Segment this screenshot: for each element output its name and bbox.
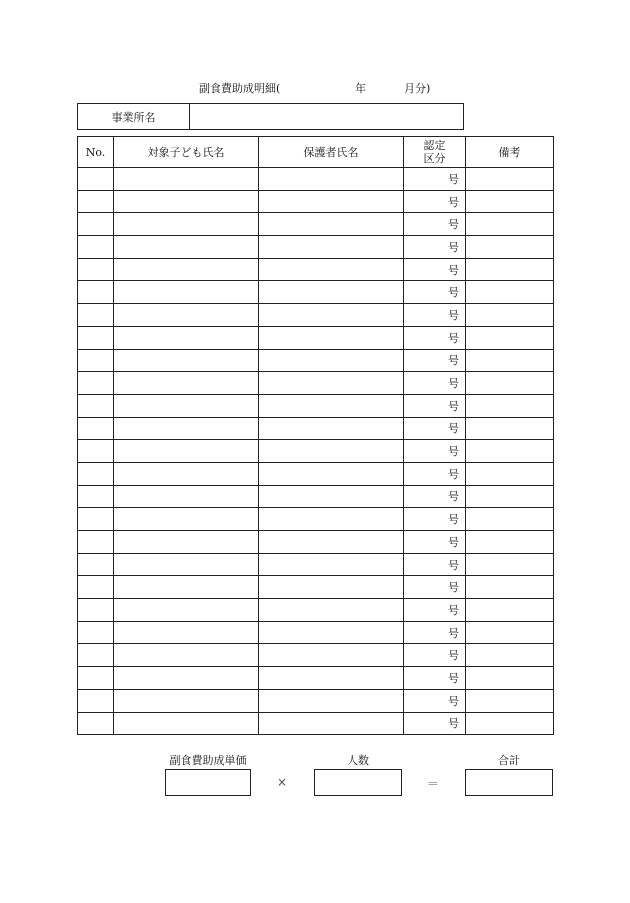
row-no-cell[interactable] xyxy=(78,599,114,622)
row-no-cell[interactable] xyxy=(78,417,114,440)
row-guardian-name-cell[interactable] xyxy=(259,667,404,690)
row-child-name-cell[interactable] xyxy=(114,440,259,463)
row-grade-cell[interactable]: 号 xyxy=(404,394,466,417)
row-no-cell[interactable] xyxy=(78,236,114,259)
header-remarks: 備考 xyxy=(466,137,554,168)
row-grade-cell[interactable]: 号 xyxy=(404,168,466,191)
row-grade-cell[interactable]: 号 xyxy=(404,349,466,372)
equals-sign: ＝ xyxy=(427,777,440,791)
row-child-name-cell[interactable] xyxy=(114,372,259,395)
table-row xyxy=(78,417,554,440)
row-remarks-cell[interactable] xyxy=(466,213,554,236)
row-guardian-name-cell[interactable] xyxy=(259,281,404,304)
row-no-cell[interactable] xyxy=(78,689,114,712)
row-remarks-cell[interactable] xyxy=(466,712,554,735)
row-child-name-cell[interactable] xyxy=(114,621,259,644)
table-row xyxy=(78,531,554,554)
row-no-cell[interactable] xyxy=(78,485,114,508)
header-no: No. xyxy=(78,137,114,168)
row-guardian-name-cell[interactable] xyxy=(259,689,404,712)
row-child-name-cell[interactable] xyxy=(114,644,259,667)
row-guardian-name-cell[interactable] xyxy=(259,236,404,259)
row-child-name-cell[interactable] xyxy=(114,213,259,236)
row-no-cell[interactable] xyxy=(78,168,114,191)
row-remarks-cell[interactable] xyxy=(466,440,554,463)
row-guardian-name-cell[interactable] xyxy=(259,190,404,213)
form-title xyxy=(0,81,630,97)
row-remarks-cell[interactable] xyxy=(466,553,554,576)
row-remarks-cell[interactable] xyxy=(466,281,554,304)
row-no-cell[interactable] xyxy=(78,349,114,372)
table-row xyxy=(78,440,554,463)
row-no-cell[interactable] xyxy=(78,576,114,599)
table-row xyxy=(78,394,554,417)
row-child-name-cell[interactable] xyxy=(114,462,259,485)
row-no-cell[interactable] xyxy=(78,621,114,644)
row-child-name-cell[interactable] xyxy=(114,485,259,508)
row-remarks-cell[interactable] xyxy=(466,621,554,644)
row-guardian-name-cell[interactable] xyxy=(259,508,404,531)
row-guardian-name-cell[interactable] xyxy=(259,644,404,667)
row-guardian-name-cell[interactable] xyxy=(259,349,404,372)
row-child-name-cell[interactable] xyxy=(114,553,259,576)
row-child-name-cell[interactable] xyxy=(114,349,259,372)
row-grade-cell[interactable]: 号 xyxy=(404,190,466,213)
row-grade-cell[interactable]: 号 xyxy=(404,485,466,508)
header-child-name: 対象子ども氏名 xyxy=(114,137,259,168)
row-no-cell[interactable] xyxy=(78,281,114,304)
row-child-name-cell[interactable] xyxy=(114,190,259,213)
office-name-label: 事業所名 xyxy=(78,104,190,129)
unit-price-label: 副食費助成単価 xyxy=(169,754,247,767)
row-no-cell[interactable] xyxy=(78,258,114,281)
row-no-cell[interactable] xyxy=(78,462,114,485)
title-year-unit: 年 xyxy=(355,82,366,95)
row-guardian-name-cell[interactable] xyxy=(259,372,404,395)
row-remarks-cell[interactable] xyxy=(466,236,554,259)
row-guardian-name-cell[interactable] xyxy=(259,712,404,735)
row-grade-cell[interactable]: 号 xyxy=(404,236,466,259)
table-row xyxy=(78,213,554,236)
table-header-row xyxy=(78,137,554,168)
row-grade-cell[interactable]: 号 xyxy=(404,326,466,349)
table-row xyxy=(78,258,554,281)
row-no-cell[interactable] xyxy=(78,440,114,463)
header-grade-line1: 認定 xyxy=(423,139,446,152)
row-grade-cell[interactable]: 号 xyxy=(404,304,466,327)
row-remarks-cell[interactable] xyxy=(466,258,554,281)
title-month-unit: 月分) xyxy=(404,82,431,95)
row-guardian-name-cell[interactable] xyxy=(259,417,404,440)
table-row xyxy=(78,689,554,712)
row-guardian-name-cell[interactable] xyxy=(259,531,404,554)
row-no-cell[interactable] xyxy=(78,372,114,395)
row-child-name-cell[interactable] xyxy=(114,417,259,440)
row-remarks-cell[interactable] xyxy=(466,508,554,531)
row-guardian-name-cell[interactable] xyxy=(259,485,404,508)
table-row xyxy=(78,349,554,372)
row-child-name-cell[interactable] xyxy=(114,304,259,327)
row-grade-cell[interactable]: 号 xyxy=(404,417,466,440)
row-no-cell[interactable] xyxy=(78,213,114,236)
row-grade-cell[interactable]: 号 xyxy=(404,553,466,576)
row-remarks-cell[interactable] xyxy=(466,190,554,213)
row-child-name-cell[interactable] xyxy=(114,689,259,712)
row-no-cell[interactable] xyxy=(78,304,114,327)
row-guardian-name-cell[interactable] xyxy=(259,168,404,191)
total-box[interactable] xyxy=(465,769,553,796)
header-guardian-name: 保護者氏名 xyxy=(259,137,404,168)
table-row xyxy=(78,599,554,622)
row-grade-cell[interactable]: 号 xyxy=(404,462,466,485)
row-no-cell[interactable] xyxy=(78,326,114,349)
table-row xyxy=(78,644,554,667)
row-remarks-cell[interactable] xyxy=(466,394,554,417)
row-remarks-cell[interactable] xyxy=(466,485,554,508)
row-child-name-cell[interactable] xyxy=(114,258,259,281)
table-row xyxy=(78,168,554,191)
row-child-name-cell[interactable] xyxy=(114,168,259,191)
row-remarks-cell[interactable] xyxy=(466,168,554,191)
table-row xyxy=(78,304,554,327)
row-grade-cell[interactable]: 号 xyxy=(404,508,466,531)
row-remarks-cell[interactable] xyxy=(466,689,554,712)
row-grade-cell[interactable]: 号 xyxy=(404,281,466,304)
row-grade-cell[interactable]: 号 xyxy=(404,440,466,463)
row-guardian-name-cell[interactable] xyxy=(259,440,404,463)
table-row xyxy=(78,281,554,304)
row-no-cell[interactable] xyxy=(78,667,114,690)
row-grade-cell[interactable]: 号 xyxy=(404,644,466,667)
row-child-name-cell[interactable] xyxy=(114,576,259,599)
row-guardian-name-cell[interactable] xyxy=(259,213,404,236)
row-no-cell[interactable] xyxy=(78,644,114,667)
row-grade-cell[interactable]: 号 xyxy=(404,712,466,735)
row-child-name-cell[interactable] xyxy=(114,281,259,304)
row-child-name-cell[interactable] xyxy=(114,599,259,622)
row-no-cell[interactable] xyxy=(78,190,114,213)
row-remarks-cell[interactable] xyxy=(466,349,554,372)
row-guardian-name-cell[interactable] xyxy=(259,326,404,349)
office-name-row xyxy=(77,103,464,130)
row-remarks-cell[interactable] xyxy=(466,667,554,690)
row-child-name-cell[interactable] xyxy=(114,712,259,735)
row-no-cell[interactable] xyxy=(78,508,114,531)
row-remarks-cell[interactable] xyxy=(466,644,554,667)
row-grade-cell[interactable]: 号 xyxy=(404,372,466,395)
row-guardian-name-cell[interactable] xyxy=(259,553,404,576)
row-remarks-cell[interactable] xyxy=(466,531,554,554)
row-child-name-cell[interactable] xyxy=(114,326,259,349)
header-grade-line2: 区分 xyxy=(423,152,446,165)
row-guardian-name-cell[interactable] xyxy=(259,394,404,417)
row-guardian-name-cell[interactable] xyxy=(259,576,404,599)
header-grade xyxy=(404,137,466,168)
row-grade-cell[interactable]: 号 xyxy=(404,213,466,236)
row-remarks-cell[interactable] xyxy=(466,326,554,349)
row-child-name-cell[interactable] xyxy=(114,236,259,259)
row-no-cell[interactable] xyxy=(78,553,114,576)
row-guardian-name-cell[interactable] xyxy=(259,621,404,644)
table-row xyxy=(78,190,554,213)
total-label: 合計 xyxy=(498,754,520,767)
row-guardian-name-cell[interactable] xyxy=(259,258,404,281)
row-remarks-cell[interactable] xyxy=(466,372,554,395)
count-label: 人数 xyxy=(347,754,369,767)
row-no-cell[interactable] xyxy=(78,531,114,554)
row-no-cell[interactable] xyxy=(78,394,114,417)
row-remarks-cell[interactable] xyxy=(466,304,554,327)
row-grade-cell[interactable]: 号 xyxy=(404,531,466,554)
table-row xyxy=(78,372,554,395)
row-grade-cell[interactable]: 号 xyxy=(404,689,466,712)
table-row xyxy=(78,508,554,531)
row-grade-cell[interactable]: 号 xyxy=(404,258,466,281)
table-row xyxy=(78,621,554,644)
row-no-cell[interactable] xyxy=(78,712,114,735)
row-remarks-cell[interactable] xyxy=(466,462,554,485)
unit-price-box[interactable] xyxy=(165,769,251,796)
row-grade-cell[interactable]: 号 xyxy=(404,599,466,622)
table-row xyxy=(78,553,554,576)
count-box[interactable] xyxy=(314,769,402,796)
row-child-name-cell[interactable] xyxy=(114,394,259,417)
table-row xyxy=(78,485,554,508)
table-row xyxy=(78,462,554,485)
row-child-name-cell[interactable] xyxy=(114,531,259,554)
table-row xyxy=(78,326,554,349)
row-guardian-name-cell[interactable] xyxy=(259,304,404,327)
times-sign: × xyxy=(277,775,288,789)
row-child-name-cell[interactable] xyxy=(114,508,259,531)
row-guardian-name-cell[interactable] xyxy=(259,599,404,622)
table-row xyxy=(78,236,554,259)
table-row xyxy=(78,576,554,599)
row-remarks-cell[interactable] xyxy=(466,576,554,599)
title-main: 副食費助成明細( xyxy=(199,82,281,95)
office-name-field[interactable] xyxy=(190,104,463,129)
table-row xyxy=(78,712,554,735)
row-grade-cell[interactable]: 号 xyxy=(404,621,466,644)
row-remarks-cell[interactable] xyxy=(466,599,554,622)
row-guardian-name-cell[interactable] xyxy=(259,462,404,485)
row-grade-cell[interactable]: 号 xyxy=(404,576,466,599)
detail-table xyxy=(77,136,554,735)
row-child-name-cell[interactable] xyxy=(114,667,259,690)
row-remarks-cell[interactable] xyxy=(466,417,554,440)
table-row xyxy=(78,667,554,690)
row-grade-cell[interactable]: 号 xyxy=(404,667,466,690)
